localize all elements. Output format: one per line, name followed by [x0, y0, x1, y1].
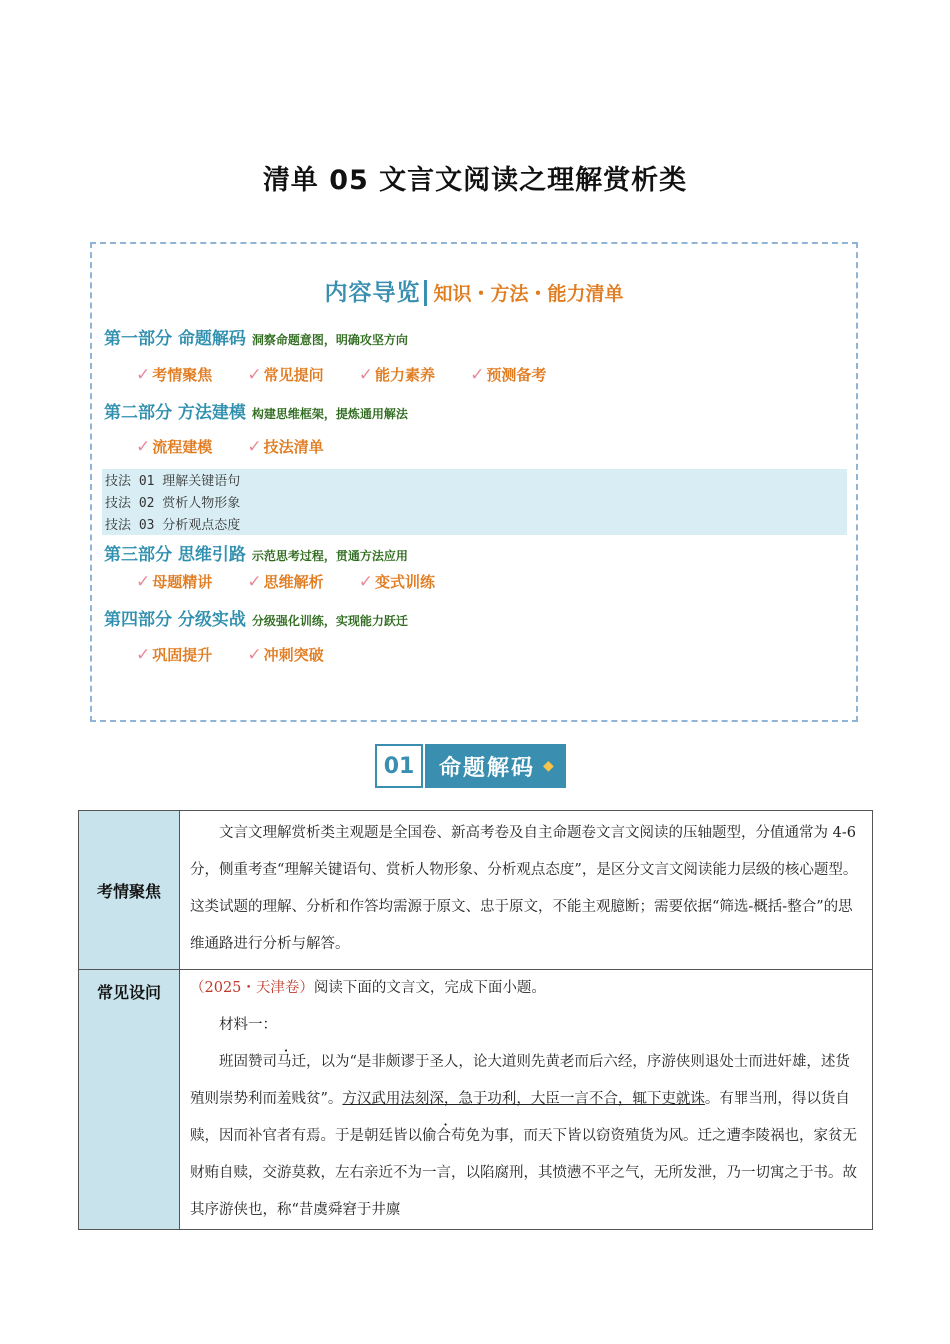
part-4	[104, 605, 408, 630]
check-icon: ✓	[247, 572, 262, 592]
check-icon: ✓	[247, 437, 262, 457]
material-label: 材料一：	[219, 1017, 277, 1033]
check-icon: ✓	[470, 365, 485, 385]
technique-item: 技法 01 理解关键语句	[105, 474, 241, 489]
guide-item: ✓ 考情聚焦	[136, 365, 213, 385]
check-icon: ✓	[136, 437, 151, 457]
source-tag: （2025・天津卷）	[190, 980, 314, 996]
part-2	[104, 398, 408, 423]
guide-item: ✓ 母题精讲	[136, 572, 213, 592]
part-2-items	[136, 436, 354, 457]
section-number: 01	[375, 744, 423, 788]
content-guide-box	[90, 242, 858, 722]
part-4-items	[136, 644, 354, 665]
part-1-items	[136, 364, 576, 385]
exam-analysis-table	[78, 810, 873, 1230]
guide-item: ✓ 能力素养	[358, 365, 435, 385]
passage-text: 班固赞 ·司马迁，以为“是非颇谬于圣人，论大道则先黄老而后六经，序游侠则退处士而进奸雄，述货殖则崇势利而羞贱贫”。方汉武用法刻深，急于功利，大臣一言不合，辄下吏就诛。有罪当刑，得以货自赎，因而补官者有焉。于是朝廷皆以 ·偷合苟免为事，而天下皆以窃资殖货为风。迁之遭李陵祸也，家贫无财贿自赎，交游莫救，左右亲近不为一言，以陷腐刑，其愤懑不平之气，无所发泄，乃一切寓之于书。故其序游侠也，称“昔虞舜窘于井廪	[190, 1044, 860, 1229]
check-icon: ✓	[136, 572, 151, 592]
part-2-name: 第二部分 方法建模	[104, 403, 246, 423]
guide-heading	[92, 274, 856, 307]
part-4-name: 第四部分 分级实战	[104, 610, 246, 630]
row-head-common-questions: 常见设问	[79, 970, 180, 1230]
part-3	[104, 540, 408, 565]
common-questions-cell	[180, 970, 873, 1230]
diamond-icon: ◆	[543, 758, 556, 774]
check-icon: ✓	[358, 572, 373, 592]
check-icon: ✓	[136, 365, 151, 385]
guide-item: ✓ 常见提问	[247, 365, 324, 385]
check-icon: ✓	[136, 645, 151, 665]
question-intro: （2025・天津卷）阅读下面的文言文，完成下面小题。	[190, 980, 546, 996]
guide-item: ✓ 变式训练	[358, 572, 435, 592]
part-3-name: 第三部分 思维引路	[104, 545, 246, 565]
guide-item: ✓ 流程建模	[136, 437, 213, 457]
technique-item: 技法 03 分析观点态度	[105, 518, 241, 533]
technique-list	[102, 469, 847, 535]
exam-focus-text: 文言文理解赏析类主观题是全国卷、新高考卷及自主命题卷文言文阅读的压轴题型，分值通常为 4-6 分，侧重考查“理解关键语句、赏析人物形象、分析观点态度”，是区分文言文阅读能力层级的核心题型。这类试题的理解、分析和作答均需源于原文、忠于原文，不能主观臆断；需要依据“筛选-概括-整合”的思维通路进行分析与解答。	[180, 811, 873, 970]
section-badge	[375, 744, 566, 788]
guide-item: ✓ 思维解析	[247, 572, 324, 592]
emphasis-dot: 赞 ·	[248, 1054, 263, 1070]
table-row	[79, 811, 873, 970]
part-3-desc: 示范思考过程，贯通方法应用	[251, 549, 408, 563]
check-icon: ✓	[247, 365, 262, 385]
guide-item: ✓ 技法清单	[247, 437, 324, 457]
part-1	[104, 324, 408, 349]
technique-item: 技法 02 赏析人物形象	[105, 496, 241, 511]
section-label: 命题解码 ◆	[425, 744, 566, 788]
part-3-items	[136, 571, 465, 592]
part-4-desc: 分级强化训练，实现能力跃迁	[251, 614, 408, 628]
check-icon: ✓	[358, 365, 373, 385]
table-row	[79, 970, 873, 1230]
part-1-name: 第一部分 命题解码	[104, 329, 246, 349]
underlined-sentence: 方汉武用法刻深，急于功利，大臣一言不合，辄下吏就诛	[342, 1091, 705, 1107]
part-1-desc: 洞察命题意图，明确攻坚方向	[251, 333, 408, 347]
part-2-desc: 构建思维框架，提炼通用解法	[251, 407, 408, 421]
guide-item: ✓ 巩固提升	[136, 645, 213, 665]
guide-item: ✓ 冲刺突破	[247, 645, 324, 665]
emphasis-dot: 以 ·	[408, 1128, 423, 1144]
guide-item: ✓ 预测备考	[470, 365, 547, 385]
row-head-exam-focus: 考情聚焦	[79, 811, 180, 970]
page-title: 清单 05 文言文阅读之理解赏析类	[262, 165, 688, 196]
guide-heading-sub: 知识・方法・能力清单	[433, 283, 624, 305]
guide-heading-main: 内容导览	[324, 280, 427, 306]
check-icon: ✓	[247, 645, 262, 665]
